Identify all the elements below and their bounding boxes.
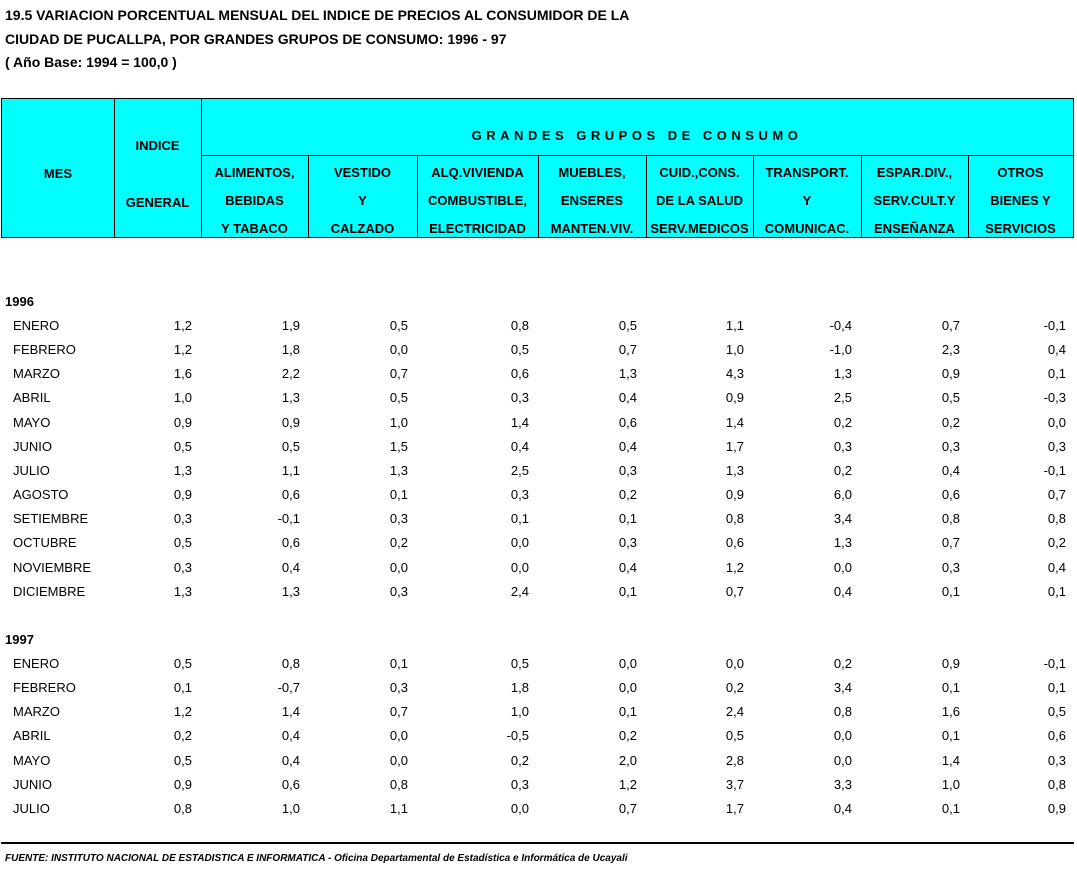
- base-year-note: ( Año Base: 1994 = 100,0 ): [5, 54, 177, 70]
- value-cell: 0,5: [725, 728, 744, 744]
- year-label: 1996: [5, 294, 34, 309]
- value-cell: 2,5: [833, 390, 852, 406]
- value-cell: -0,4: [829, 318, 852, 333]
- month-cell: MARZO: [13, 366, 60, 382]
- value-cell: 0,0: [510, 535, 529, 551]
- header-col-4-line-2: ENSERES: [560, 193, 624, 208]
- value-cell: 1,2: [618, 776, 637, 792]
- value-cell: 0,6: [510, 366, 529, 382]
- value-cell: 0,9: [173, 776, 192, 792]
- value-cell: 0,3: [941, 438, 960, 454]
- value-cell: 1,3: [833, 535, 852, 551]
- header-col-7-line-2: SERV.CULT.Y: [873, 193, 956, 208]
- value-cell: 0,4: [833, 583, 852, 599]
- value-cell: 0,5: [618, 318, 637, 333]
- value-cell: 0,4: [281, 728, 300, 744]
- value-cell: 0,2: [173, 728, 192, 744]
- value-cell: 0,2: [618, 487, 637, 503]
- value-cell: 0,9: [1047, 800, 1066, 816]
- table-row: [0, 584, 1077, 604]
- table-title-line-1: 19.5 VARIACION PORCENTUAL MENSUAL DEL INDICE DE PRECIOS AL CONSUMIDOR DE LA: [5, 7, 630, 23]
- value-cell: 0,6: [281, 487, 300, 503]
- value-cell: 0,3: [941, 559, 960, 575]
- value-cell: 0,1: [941, 800, 960, 816]
- value-cell: 2,0: [618, 752, 637, 768]
- table-row: [0, 777, 1077, 797]
- value-cell: 0,3: [389, 583, 408, 599]
- month-cell: SETIEMBRE: [13, 511, 89, 527]
- table-row: [0, 728, 1077, 748]
- table-row: [0, 680, 1077, 700]
- value-cell: 0,7: [618, 342, 637, 358]
- value-cell: 1,3: [618, 366, 637, 382]
- value-cell: 1,1: [725, 318, 744, 333]
- month-cell: NOVIEMBRE: [13, 559, 92, 575]
- value-cell: 0,9: [941, 366, 960, 382]
- value-cell: 0,0: [618, 680, 637, 696]
- value-cell: 1,0: [173, 390, 192, 406]
- month-cell: AGOSTO: [13, 487, 69, 503]
- month-cell: FEBRERO: [13, 680, 76, 696]
- value-cell: 0,8: [1047, 776, 1066, 792]
- source-note: FUENTE: INSTITUTO NACIONAL DE ESTADISTICA E INFORMATICA - Oficina Departamental de Estadística e Informática de Ucayali: [5, 853, 628, 864]
- value-cell: 0,3: [1047, 752, 1066, 768]
- value-cell: 1,2: [173, 704, 192, 720]
- value-cell: 0,6: [281, 776, 300, 792]
- value-cell: 0,5: [389, 390, 408, 406]
- header-col-7-line-3: ENSEÑANZA: [874, 221, 955, 236]
- table-row: [0, 439, 1077, 459]
- value-cell: 0,3: [173, 559, 192, 575]
- value-cell: 0,3: [618, 535, 637, 551]
- header-col-6-line-3: COMUNICAC.: [764, 221, 850, 236]
- header-col-8-line-2: BIENES Y: [990, 193, 1051, 208]
- value-cell: 0,7: [725, 583, 744, 599]
- value-cell: -0,1: [1043, 656, 1066, 671]
- header-col-1-line-2: BEBIDAS: [225, 193, 284, 208]
- value-cell: 0,7: [941, 535, 960, 551]
- table-row: [0, 415, 1077, 435]
- value-cell: 4,3: [725, 366, 744, 382]
- table-row: [0, 801, 1077, 821]
- header-col-2-line-3: CALZADO: [330, 221, 395, 236]
- header-col-8-line-3: SERVICIOS: [985, 221, 1056, 236]
- header-col-8-line-1: OTROS: [997, 165, 1044, 180]
- table-bottom-rule: [1, 842, 1074, 844]
- value-cell: 0,5: [173, 438, 192, 454]
- header-col-7-line-1: ESPAR.DIV.,: [876, 165, 953, 180]
- value-cell: 0,4: [510, 438, 529, 454]
- value-cell: 0,2: [1047, 535, 1066, 551]
- table-row: [0, 342, 1077, 362]
- value-cell: 0,0: [833, 728, 852, 744]
- value-cell: -0,5: [506, 728, 529, 744]
- value-cell: 3,4: [833, 511, 852, 527]
- value-cell: 0,1: [618, 511, 637, 527]
- month-cell: ABRIL: [13, 728, 51, 744]
- value-cell: 1,3: [833, 366, 852, 382]
- value-cell: 3,4: [833, 680, 852, 696]
- value-cell: 0,5: [1047, 704, 1066, 720]
- value-cell: 1,1: [281, 462, 300, 478]
- value-cell: 0,5: [173, 656, 192, 671]
- value-cell: 0,5: [173, 535, 192, 551]
- value-cell: 0,0: [833, 752, 852, 768]
- header-col-5-line-3: SERV.MEDICOS: [650, 221, 749, 236]
- month-cell: JUNIO: [13, 776, 52, 792]
- value-cell: 0,8: [510, 318, 529, 333]
- value-cell: 0,3: [389, 511, 408, 527]
- value-cell: 0,5: [510, 342, 529, 358]
- value-cell: 1,1: [389, 800, 408, 816]
- value-cell: 1,7: [725, 438, 744, 454]
- value-cell: 0,3: [510, 487, 529, 503]
- value-cell: -0,7: [277, 680, 300, 696]
- value-cell: 0,4: [1047, 342, 1066, 358]
- table-row: [0, 535, 1077, 555]
- value-cell: 1,3: [725, 462, 744, 478]
- value-cell: 0,5: [389, 318, 408, 333]
- value-cell: 0,8: [941, 511, 960, 527]
- value-cell: 1,3: [173, 462, 192, 478]
- value-cell: 0,0: [389, 728, 408, 744]
- header-col-5-line-1: CUID.,CONS.: [659, 165, 740, 180]
- value-cell: 2,2: [281, 366, 300, 382]
- value-cell: 1,2: [173, 318, 192, 333]
- month-cell: OCTUBRE: [13, 535, 77, 551]
- table-row: [0, 487, 1077, 507]
- value-cell: 0,1: [941, 680, 960, 696]
- value-cell: 1,7: [725, 800, 744, 816]
- value-cell: 0,7: [941, 318, 960, 333]
- value-cell: 0,8: [1047, 511, 1066, 527]
- table-row: [0, 511, 1077, 531]
- value-cell: 1,6: [173, 366, 192, 382]
- value-cell: 0,6: [725, 535, 744, 551]
- value-cell: 0,1: [1047, 366, 1066, 382]
- value-cell: 0,5: [941, 390, 960, 406]
- header-indice: INDICE: [135, 138, 180, 153]
- value-cell: 2,4: [510, 583, 529, 599]
- value-cell: -1,0: [829, 342, 852, 358]
- value-cell: 0,9: [725, 487, 744, 503]
- value-cell: 0,8: [389, 776, 408, 792]
- value-cell: 0,1: [510, 511, 529, 527]
- value-cell: 0,3: [389, 680, 408, 696]
- value-cell: 1,9: [281, 318, 300, 333]
- value-cell: -0,1: [1043, 318, 1066, 333]
- value-cell: 0,0: [510, 559, 529, 575]
- value-cell: -0,1: [277, 511, 300, 527]
- value-cell: 0,6: [618, 414, 637, 430]
- table-row: [0, 753, 1077, 773]
- month-cell: FEBRERO: [13, 342, 76, 358]
- month-cell: MARZO: [13, 704, 60, 720]
- value-cell: 0,6: [941, 487, 960, 503]
- header-col-4-line-1: MUEBLES,: [558, 165, 626, 180]
- value-cell: 1,4: [510, 414, 529, 430]
- value-cell: 0,1: [1047, 583, 1066, 599]
- value-cell: 0,0: [618, 656, 637, 671]
- table-header: [1, 98, 1074, 238]
- value-cell: 0,4: [941, 462, 960, 478]
- value-cell: 0,4: [618, 559, 637, 575]
- value-cell: 1,4: [281, 704, 300, 720]
- table-row: [0, 463, 1077, 483]
- value-cell: 0,9: [281, 414, 300, 430]
- table-row: [0, 366, 1077, 386]
- month-cell: ABRIL: [13, 390, 51, 406]
- value-cell: 1,0: [389, 414, 408, 430]
- table-title-line-2: CIUDAD DE PUCALLPA, POR GRANDES GRUPOS DE CONSUMO: 1996 - 97: [5, 31, 507, 47]
- value-cell: 0,3: [1047, 438, 1066, 454]
- value-cell: 0,4: [1047, 559, 1066, 575]
- value-cell: 0,2: [618, 728, 637, 744]
- value-cell: 0,3: [833, 438, 852, 454]
- value-cell: 0,0: [389, 752, 408, 768]
- value-cell: 0,2: [510, 752, 529, 768]
- header-general: GENERAL: [125, 195, 190, 210]
- value-cell: -0,1: [1043, 462, 1066, 478]
- value-cell: 6,0: [833, 487, 852, 503]
- value-cell: 0,4: [618, 390, 637, 406]
- value-cell: 1,8: [281, 342, 300, 358]
- header-divider: [201, 155, 1073, 156]
- value-cell: 3,3: [833, 776, 852, 792]
- value-cell: 1,5: [389, 438, 408, 454]
- value-cell: 0,0: [833, 559, 852, 575]
- value-cell: 2,8: [725, 752, 744, 768]
- value-cell: 0,7: [618, 800, 637, 816]
- value-cell: 0,2: [833, 656, 852, 671]
- header-col-6-line-2: Y: [802, 193, 812, 208]
- table-row: [0, 704, 1077, 724]
- value-cell: 0,6: [281, 535, 300, 551]
- value-cell: 1,0: [281, 800, 300, 816]
- header-col-1-line-1: ALIMENTOS,: [214, 165, 295, 180]
- value-cell: 0,0: [389, 342, 408, 358]
- value-cell: 0,9: [941, 656, 960, 671]
- month-cell: JUNIO: [13, 438, 52, 454]
- value-cell: 1,8: [510, 680, 529, 696]
- value-cell: 2,4: [725, 704, 744, 720]
- value-cell: 0,9: [173, 487, 192, 503]
- value-cell: 0,0: [389, 559, 408, 575]
- value-cell: 0,5: [281, 438, 300, 454]
- table-row: [0, 656, 1077, 676]
- value-cell: 0,4: [833, 800, 852, 816]
- value-cell: 0,5: [510, 656, 529, 671]
- value-cell: 0,3: [618, 462, 637, 478]
- value-cell: 0,8: [281, 656, 300, 671]
- value-cell: 0,0: [725, 656, 744, 671]
- month-cell: JULIO: [13, 800, 50, 816]
- value-cell: 1,3: [173, 583, 192, 599]
- value-cell: 0,1: [1047, 680, 1066, 696]
- value-cell: 0,8: [725, 511, 744, 527]
- value-cell: 2,3: [941, 342, 960, 358]
- value-cell: 0,4: [618, 438, 637, 454]
- value-cell: 0,2: [725, 680, 744, 696]
- header-col-3-line-2: COMBUSTIBLE,: [428, 193, 527, 208]
- value-cell: 0,0: [510, 800, 529, 816]
- value-cell: 0,3: [173, 511, 192, 527]
- table-row: [0, 390, 1077, 410]
- value-cell: 1,4: [941, 752, 960, 768]
- value-cell: 0,4: [281, 559, 300, 575]
- value-cell: 0,2: [389, 535, 408, 551]
- header-col-2-line-1: VESTIDO: [333, 165, 392, 180]
- header-col-4-line-3: MANTEN.VIV.: [550, 221, 634, 236]
- header-grandes-grupos: GRANDES GRUPOS DE CONSUMO: [471, 128, 803, 143]
- value-cell: 0,2: [833, 414, 852, 430]
- header-divider: [114, 99, 115, 237]
- header-col-2-line-2: Y: [358, 193, 367, 208]
- value-cell: 1,3: [281, 583, 300, 599]
- value-cell: 0,8: [833, 704, 852, 720]
- value-cell: 1,6: [941, 704, 960, 720]
- month-cell: JULIO: [13, 462, 50, 478]
- value-cell: 0,3: [510, 390, 529, 406]
- value-cell: 1,3: [389, 462, 408, 478]
- value-cell: 0,4: [281, 752, 300, 768]
- value-cell: 0,9: [173, 414, 192, 430]
- value-cell: 0,1: [941, 583, 960, 599]
- header-mes: MES: [43, 166, 73, 181]
- value-cell: 0,1: [618, 704, 637, 720]
- value-cell: 0,3: [510, 776, 529, 792]
- month-cell: MAYO: [13, 414, 51, 430]
- value-cell: 1,0: [941, 776, 960, 792]
- value-cell: 1,0: [725, 342, 744, 358]
- value-cell: 1,4: [725, 414, 744, 430]
- value-cell: 0,2: [833, 462, 852, 478]
- header-col-3-line-3: ELECTRICIDAD: [429, 221, 526, 236]
- value-cell: 0,5: [173, 752, 192, 768]
- month-cell: DICIEMBRE: [13, 583, 86, 599]
- value-cell: 3,7: [725, 776, 744, 792]
- header-col-6-line-1: TRANSPORT.: [765, 165, 849, 180]
- table-row: [0, 318, 1077, 338]
- value-cell: 0,7: [1047, 487, 1066, 503]
- month-cell: MAYO: [13, 752, 51, 768]
- month-cell: ENERO: [13, 318, 60, 333]
- value-cell: 0,7: [389, 366, 408, 382]
- value-cell: 0,0: [1047, 414, 1066, 430]
- value-cell: 0,1: [389, 656, 408, 671]
- value-cell: 0,6: [1047, 728, 1066, 744]
- value-cell: 0,2: [941, 414, 960, 430]
- year-label: 1997: [5, 632, 34, 647]
- month-cell: ENERO: [13, 656, 60, 671]
- table-row: [0, 560, 1077, 580]
- value-cell: 0,1: [389, 487, 408, 503]
- header-col-1-line-3: Y TABACO: [221, 221, 288, 236]
- value-cell: 0,8: [173, 800, 192, 816]
- value-cell: 0,9: [725, 390, 744, 406]
- value-cell: 0,7: [389, 704, 408, 720]
- value-cell: 2,5: [510, 462, 529, 478]
- value-cell: -0,3: [1043, 390, 1066, 406]
- value-cell: 0,1: [173, 680, 192, 696]
- value-cell: 1,0: [510, 704, 529, 720]
- value-cell: 0,1: [618, 583, 637, 599]
- header-col-5-line-2: DE LA SALUD: [656, 193, 743, 208]
- value-cell: 1,2: [173, 342, 192, 358]
- header-col-3-line-1: ALQ.VIVIENDA: [431, 165, 524, 180]
- value-cell: 1,2: [725, 559, 744, 575]
- value-cell: 1,3: [281, 390, 300, 406]
- value-cell: 0,1: [941, 728, 960, 744]
